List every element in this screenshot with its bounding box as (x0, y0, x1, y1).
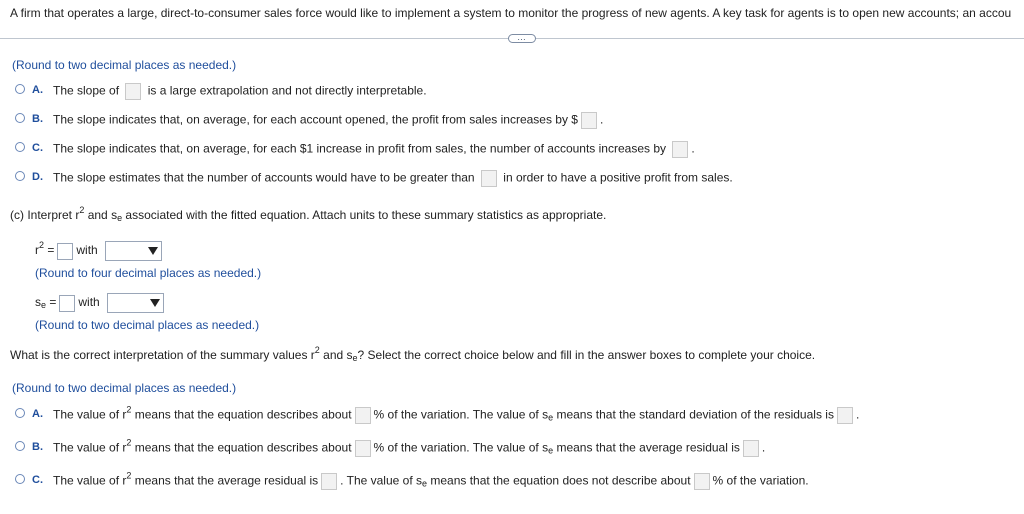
answer-box[interactable] (355, 407, 371, 424)
se-label: $s_e$ = (35, 295, 57, 311)
option-text: . (691, 141, 695, 156)
radio-button[interactable] (15, 474, 25, 484)
answer-box[interactable] (581, 112, 597, 129)
se-row (35, 293, 164, 313)
option-letter: A. (32, 84, 43, 96)
answer-box[interactable] (321, 473, 337, 490)
r2-input[interactable] (57, 243, 73, 260)
option-text: The slope estimates that the number of accounts would have to be greater than (53, 170, 475, 185)
chevron-down-icon (148, 247, 158, 255)
part-c-prompt: (c) Interpret $r^2$ and $s_e$ associated with the fitted equation. Attach units to these summary statistics as appropriate. (10, 205, 607, 223)
expand-button[interactable]: … (508, 34, 536, 43)
option-letter: C. (32, 142, 43, 154)
interp-question: What is the correct interpretation of the summary values $r^2$ and $s_e$? Select the correct choice below and fill in the answer boxes to complete your choice. (10, 345, 816, 363)
option-letter: B. (32, 113, 43, 125)
r2-round-note: (Round to four decimal places as needed.) (35, 266, 262, 280)
answer-box[interactable] (694, 473, 710, 490)
round-note-b: (Round to two decimal places as needed.) (12, 58, 237, 72)
se-units-dropdown[interactable] (107, 293, 164, 313)
answer-box[interactable] (355, 440, 371, 457)
option-letter: B. (32, 441, 43, 453)
with-label: with (78, 295, 100, 310)
radio-button[interactable] (15, 171, 25, 181)
r2-row (35, 241, 162, 261)
radio-button[interactable] (15, 408, 25, 418)
answer-box[interactable] (672, 141, 688, 158)
option-letter: C. (32, 474, 43, 486)
answer-box[interactable] (837, 407, 853, 424)
with-label: with (76, 243, 98, 258)
answer-box[interactable] (743, 440, 759, 457)
radio-button[interactable] (15, 84, 25, 94)
round-note-interp: (Round to two decimal places as needed.) (12, 381, 237, 395)
chevron-down-icon (150, 299, 160, 307)
option-letter: D. (32, 171, 43, 183)
option-text: is a large extrapolation and not directly interpretable. (147, 83, 427, 98)
se-round-note: (Round to two decimal places as needed.) (35, 318, 260, 332)
r2-label: $r^2$ = (35, 240, 55, 258)
radio-button[interactable] (15, 142, 25, 152)
answer-box[interactable] (481, 170, 497, 187)
se-input[interactable] (59, 295, 75, 312)
option-text: The slope indicates that, on average, for each account opened, the profit from sales increases by $ (53, 112, 578, 127)
answer-box[interactable] (125, 83, 141, 100)
option-text: . (599, 112, 604, 127)
option-text: The slope of (53, 83, 120, 98)
option-letter: A. (32, 408, 43, 420)
radio-button[interactable] (15, 441, 25, 451)
option-text: in order to have a positive profit from sales. (503, 170, 733, 185)
option-text: The slope indicates that, on average, for each $1 increase in profit from sales, the number of accounts increases by (53, 141, 667, 156)
radio-button[interactable] (15, 113, 25, 123)
r2-units-dropdown[interactable] (105, 241, 162, 261)
intro-text: A firm that operates a large, direct-to-consumer sales force would like to implement a system to monitor the progress of new agents. A key task for agents is to open new accounts; an accou (10, 6, 1012, 20)
